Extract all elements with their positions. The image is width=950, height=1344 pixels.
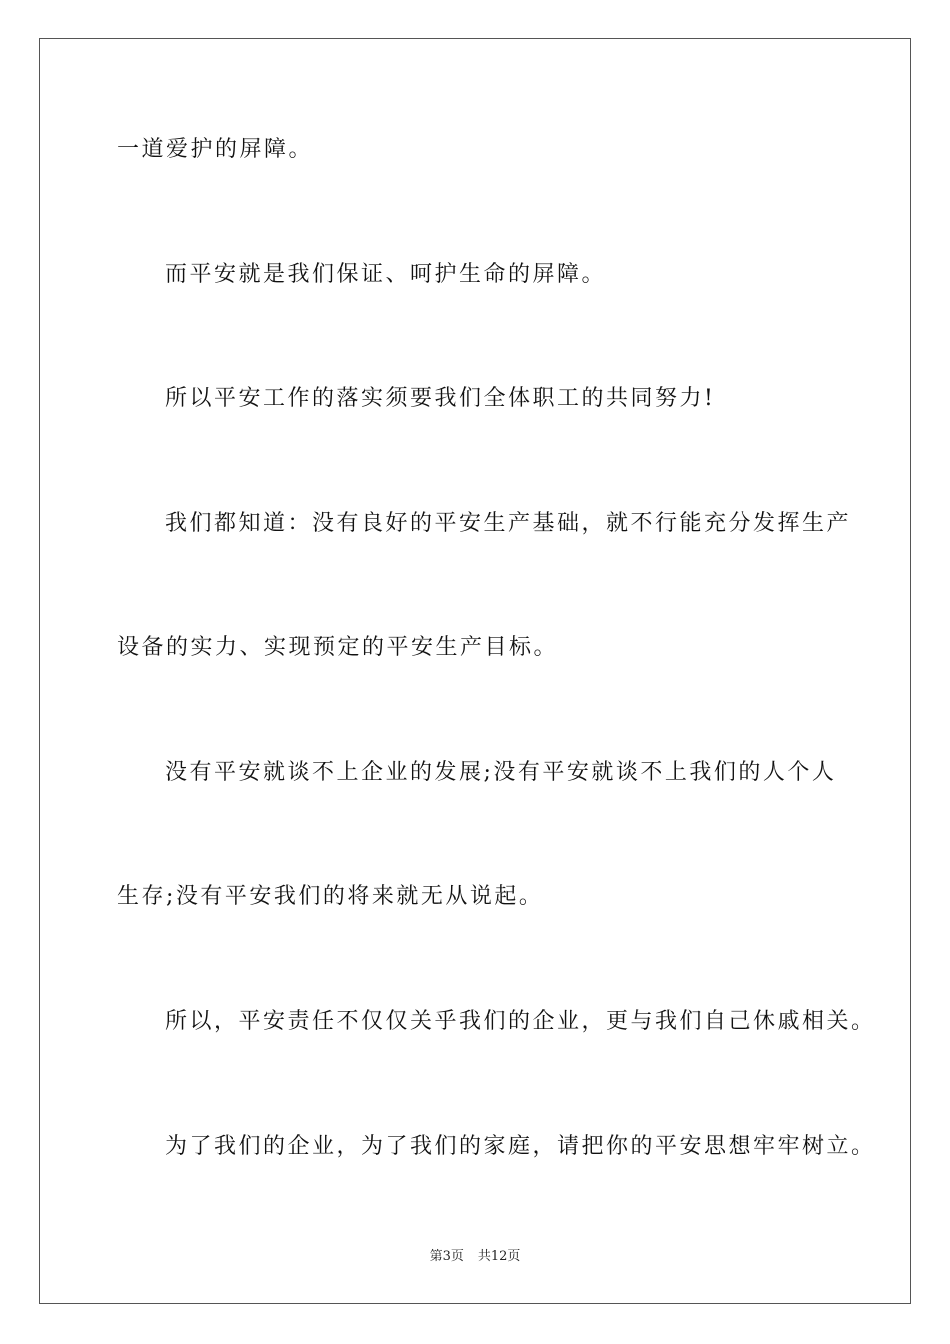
text-line-4: 我们都知道：没有良好的平安生产基础，就不行能充分发挥生产 <box>165 511 852 536</box>
text-line-5: 设备的实力、实现预定的平安生产目标。 <box>117 635 559 660</box>
text-line-8: 所以，平安责任不仅仅关乎我们的企业，更与我们自己休戚相关。 <box>165 1009 876 1034</box>
text-line-3: 所以平安工作的落实须要我们全体职工的共同努力! <box>165 386 716 411</box>
page-number-current: 第3页 <box>429 1249 464 1264</box>
text-line-7: 生存;没有平安我们的将来就无从说起。 <box>117 884 544 909</box>
text-line-1: 一道爱护的屏障。 <box>117 137 314 162</box>
text-line-2: 而平安就是我们保证、呵护生命的屏障。 <box>165 262 607 287</box>
page-number-total: 共12页 <box>477 1249 521 1264</box>
page-frame <box>39 38 911 1304</box>
text-line-9: 为了我们的企业，为了我们的家庭，请把你的平安思想牢牢树立。 <box>165 1134 876 1159</box>
page-footer <box>0 1248 950 1266</box>
text-line-6: 没有平安就谈不上企业的发展;没有平安就谈不上我们的人个人 <box>165 760 837 785</box>
